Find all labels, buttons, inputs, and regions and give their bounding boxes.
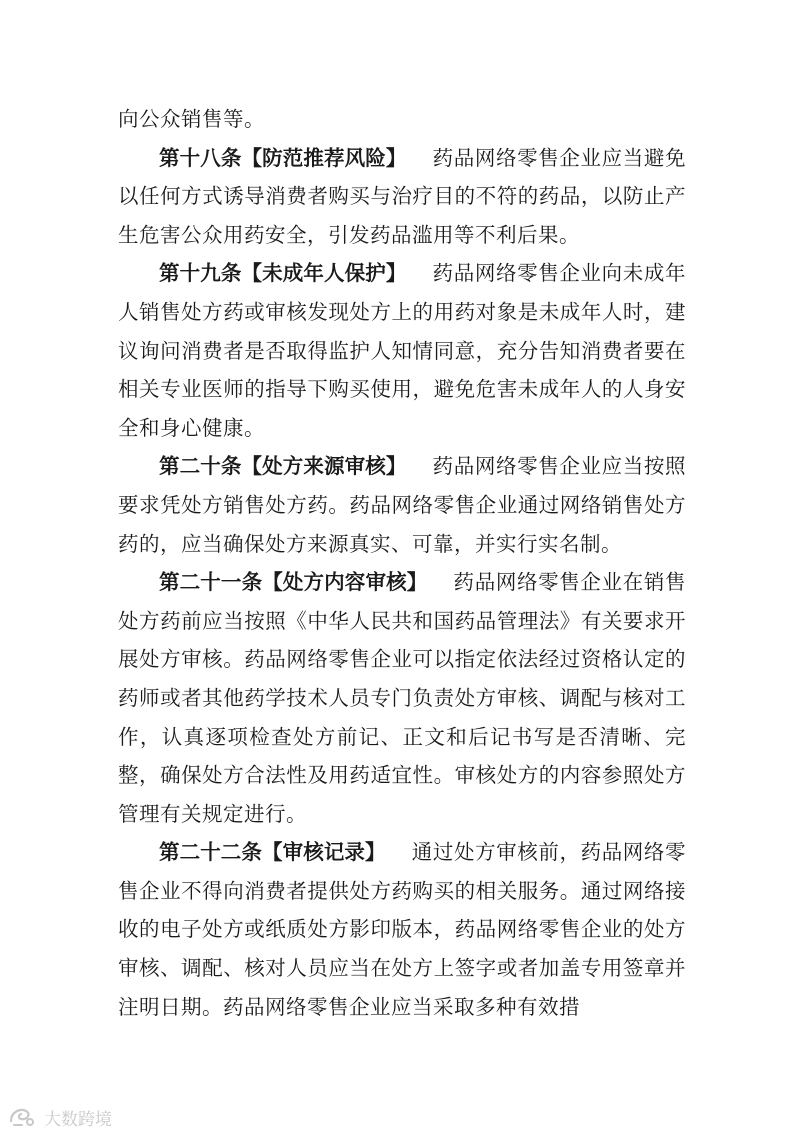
watermark bbox=[8, 1104, 112, 1130]
brand-logo-icon bbox=[8, 1106, 38, 1128]
article-body: 药品网络零售企业在销售处方药前应当按照《中华人民共和国药品管理法》有关要求开展处方审核。药品网络零售企业可以指定依法经过资格认定的药师或者其他药学技术人员专门负责处方审核、调配与核对工作，认真逐项检查处方前记、正文和后记书写是否清晰、完整，确保处方合法性及用药适宜性。审核处方的内容参照处方管理有关规定进行。 bbox=[118, 570, 687, 826]
article-18 bbox=[118, 139, 686, 255]
article-body: 药品网络零售企业向未成年人销售处方药或审核发现处方上的用药对象是未成年人时，建议询问消费者是否取得监护人知情同意，充分告知消费者要在相关专业医师的指导下购买使用，避免危害未成年人的人身安全和身心健康。 bbox=[118, 261, 686, 440]
article-19 bbox=[118, 254, 686, 447]
article-21 bbox=[118, 563, 686, 833]
article-title: 第二十二条【审核记录】 bbox=[159, 840, 386, 865]
article-body: 药品网络零售企业应当避免以任何方式诱导消费者购买与治疗目的不符的药品，以防止产生危害公众用药安全，引发药品滥用等不利后果。 bbox=[118, 145, 686, 247]
article-body: 通过处方审核前，药品网络零售企业不得向消费者提供处方药购买的相关服务。通过网络接收的电子处方或纸质处方影印版本，药品网络零售企业的处方审核、调配、核对人员应当在处方上签字或者加盖专用签章并注明日期。药品网络零售企业应当采取多种有效措 bbox=[118, 840, 687, 1019]
article-title: 第二十一条【处方内容审核】 bbox=[159, 570, 428, 595]
document-page bbox=[118, 100, 686, 1026]
article-title: 第十八条【防范推荐风险】 bbox=[159, 145, 407, 170]
article-20 bbox=[118, 447, 686, 563]
article-title: 第十九条【未成年人保护】 bbox=[159, 261, 407, 286]
article-22 bbox=[118, 833, 686, 1026]
article-body: 药品网络零售企业应当按照要求凭处方销售处方药。药品网络零售企业通过网络销售处方药的，应当确保处方来源真实、可靠，并实行实名制。 bbox=[118, 454, 686, 556]
continuation-text: 向公众销售等。 bbox=[118, 107, 265, 131]
article-title: 第二十条【处方来源审核】 bbox=[159, 454, 407, 479]
watermark-text: 大数跨境 bbox=[44, 1109, 112, 1130]
